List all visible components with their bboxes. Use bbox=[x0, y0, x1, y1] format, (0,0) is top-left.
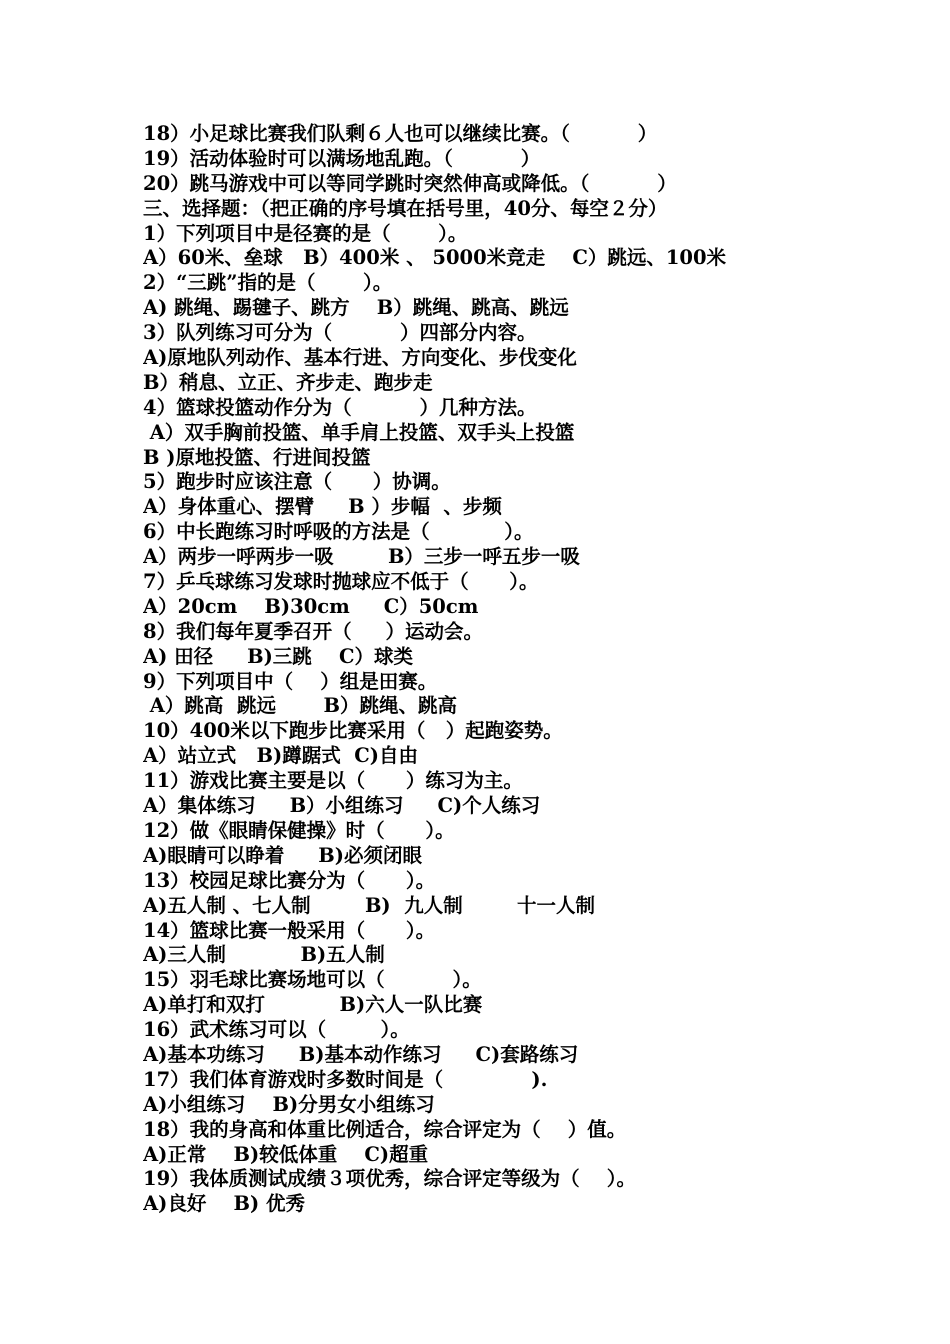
question-line: 4）篮球投篮动作分为（ ）几种方法。 bbox=[143, 395, 537, 419]
question-line: 6）中长跑练习时呼吸的方法是（ ）。 bbox=[143, 520, 534, 544]
options-line: A）60米、垒球 B）400米 、 5000米竞走 C）跳远、100米 bbox=[143, 246, 727, 270]
question-line: 13）校园足球比赛分为（ ）。 bbox=[143, 868, 436, 892]
options-line: A)正常 B)较低体重 C)超重 bbox=[143, 1142, 429, 1166]
options-line: B )原地投篮、行进间投篮 bbox=[143, 445, 371, 469]
question-line: 14）篮球比赛一般采用（ ）。 bbox=[143, 918, 436, 942]
question-line: 10）400米以下跑步比赛采用（ ）起跑姿势。 bbox=[143, 719, 563, 743]
options-line: A）站立式 B)蹲踞式 C)自由 bbox=[143, 744, 419, 768]
options-line: A）集体练习 B）小组练习 C)个人练习 bbox=[143, 794, 541, 818]
options-line: B）稍息、立正、齐步走、跑步走 bbox=[143, 370, 433, 394]
question-line: 3）队列练习可分为（ ）四部分内容。 bbox=[143, 321, 537, 345]
options-line: A) 跳绳、踢毽子、跳方 B）跳绳、跳高、跳远 bbox=[143, 296, 569, 320]
options-line: A）跳高 跳远 B）跳绳、跳高 bbox=[143, 694, 457, 718]
question-line: 17）我们体育游戏时多数时间是（ ). bbox=[143, 1067, 548, 1091]
options-line: A)三人制 B)五人制 bbox=[143, 943, 385, 967]
text-line: 20）跳马游戏中可以等同学跳时突然伸高或降低。（ ） bbox=[143, 171, 677, 195]
question-line: 18）我的身高和体重比例适合，综合评定为（ ）值。 bbox=[143, 1117, 627, 1141]
question-line: 9）下列项目中（ ）组是田赛。 bbox=[143, 669, 438, 693]
options-line: A)眼睛可以睁着 B)必须闭眼 bbox=[143, 843, 423, 867]
options-line: A）20cm B)30cm C）50cm bbox=[143, 594, 479, 618]
question-line: 1）下列项目中是径赛的是（ ）。 bbox=[143, 221, 468, 245]
options-line: A）两步一呼两步一吸 B）三步一呼五步一吸 bbox=[143, 545, 580, 569]
document-body bbox=[143, 122, 863, 1217]
options-line: A）双手胸前投篮、单手肩上投篮、双手头上投篮 bbox=[143, 420, 575, 444]
options-line: A）身体重心、摆臂 B ）步幅 、步频 bbox=[143, 495, 502, 519]
question-line: 5）跑步时应该注意（ ）协调。 bbox=[143, 470, 451, 494]
question-line: 8）我们每年夏季召开（ ）运动会。 bbox=[143, 619, 484, 643]
question-line: 7）乒乓球练习发球时抛球应不低于（ ）。 bbox=[143, 570, 539, 594]
options-line: A)五人制 、七人制 B) 九人制 十一人制 bbox=[143, 893, 596, 917]
question-line: 12）做《眼睛保健操》时（ ）。 bbox=[143, 818, 455, 842]
question-line: 16）武术练习可以（ ）。 bbox=[143, 1018, 410, 1042]
question-line: 15）羽毛球比赛场地可以（ ）。 bbox=[143, 968, 482, 992]
options-line: A)基本功练习 B)基本动作练习 C)套路练习 bbox=[143, 1042, 579, 1066]
question-line: 2）“三跳”指的是（ ）。 bbox=[143, 271, 393, 295]
options-line: A)单打和双打 B)六人一队比赛 bbox=[143, 993, 483, 1017]
options-line: A)小组练习 B)分男女小组练习 bbox=[143, 1092, 435, 1116]
options-line: A) 田径 B)三跳 C）球类 bbox=[143, 644, 413, 668]
question-line: 19）我体质测试成绩３项优秀，综合评定等级为（ ）。 bbox=[143, 1167, 637, 1191]
text-line: 18）小足球比赛我们队剩６人也可以继续比赛。（ ） bbox=[143, 122, 658, 145]
text-line: 19）活动体验时可以满场地乱跑。（ ） bbox=[143, 146, 541, 170]
options-line: A)原地队列动作、基本行进、方向变化、步伐变化 bbox=[143, 346, 577, 370]
question-line: 11）游戏比赛主要是以（ ）练习为主。 bbox=[143, 769, 523, 793]
section-heading: 三、选择题：（把正确的序号填在括号里，40分、每空２分） bbox=[143, 196, 668, 220]
options-line: A)良好 B) 优秀 bbox=[143, 1192, 306, 1216]
